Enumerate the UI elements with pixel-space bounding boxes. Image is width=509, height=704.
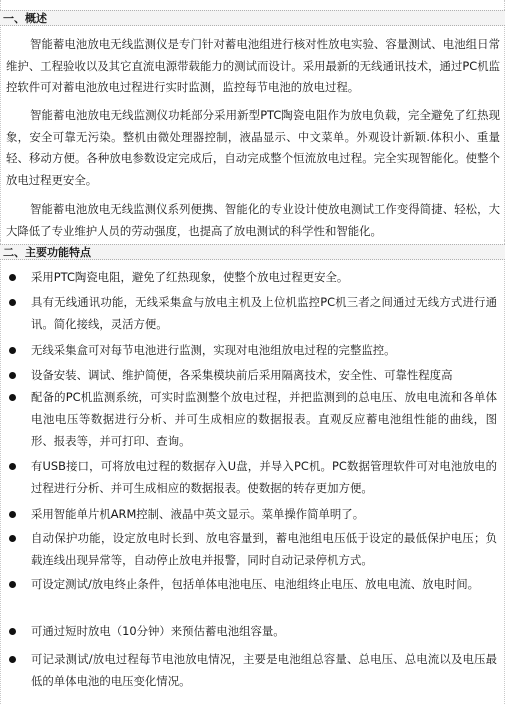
overview-heading: 一、概述 [0, 10, 505, 26]
bullet-icon [9, 656, 16, 663]
overview-paragraph-3: 智能蓄电池放电无线监测仪系列便携、智能化的专业设计使放电测试工作变得简捷、轻松，大大降低了专业维护人员的劳动强度，也提高了放电测试的科学性和智能化。 [6, 202, 500, 238]
bullet-icon [9, 581, 16, 588]
feature-text: 可记录测试/放电过程每节电池放电情况，主要是电池组总容量、总电压、总电流以及电压最低的单体电池的电压变化情况。 [31, 652, 497, 688]
bullet-icon [9, 274, 16, 281]
feature-text: 可通过短时放电（10分钟）来预估蓄电池组容量。 [31, 624, 285, 638]
feature-text: 采用智能单片机ARM控制、液晶中英文显示。菜单操作简单明了。 [31, 507, 365, 521]
feature-text: 配备的PC机监测系统，可实时监测整个放电过程，并把监测到的总电压、放电电流和各单体电池电压等数据进行分析、并可生成相应的数据报表。直观反应蓄电池组性能的曲线，图形、报表等，并可打印、查询。 [31, 390, 497, 448]
feature-text: 设备安装、调试、维护简便，各采集模块前后采用隔离技术，安全性、可靠性程度高 [31, 368, 453, 382]
feature-text: 有USB接口，可将放电过程的数据存入U盘，并导入PC机。PC数据管理软件可对电池放电的过程进行分析、并可生成相应的数据报表。使数据的转存更加方便。 [31, 459, 497, 495]
overview-paragraph-2: 智能蓄电池放电无线监测仪功耗部分采用新型PTC陶瓷电阻作为放电负载，完全避免了红热现象，安全可靠无污染。整机由微处理器控制，液晶显示、中文菜单。外观设计新颖.体积小、重量轻、移动方便。各种放电参数设定完成后，自动完成整个恒流放电过程。完全实现智能化。使整个放电过程更安全。 [6, 108, 500, 187]
bullet-icon [9, 347, 16, 354]
feature-text: 采用PTC陶瓷电阻，避免了红热现象，使整个放电过程更安全。 [31, 270, 349, 284]
feature-text: 具有无线通讯功能，无线采集盒与放电主机及上位机监控PC机三者之间通过无线方式进行通讯。简化接线，灵活方便。 [31, 295, 497, 331]
bullet-icon [9, 394, 16, 401]
bullet-icon [9, 463, 16, 470]
bullet-icon [9, 372, 16, 379]
feature-text: 可设定测试/放电终止条件，包括单体电池电压、电池组终止电压、放电电流、放电时间。 [31, 577, 480, 591]
overview-paragraph-1: 智能蓄电池放电无线监测仪是专门针对蓄电池组进行核对性放电实验、容量测试、电池组日常维护、工程验收以及其它直流电源带载能力的测试而设计。采用最新的无线通讯技术，通过PC机监控软件可对蓄电池放电过程进行实时监测，监控每节电池的放电过程。 [6, 37, 500, 94]
bullet-icon [9, 628, 16, 635]
bullet-icon [9, 511, 16, 518]
features-heading: 二、主要功能特点 [0, 244, 505, 260]
feature-text: 自动保护功能，设定放电时长到、放电容量到，蓄电池组电压低于设定的最低保护电压；负载连线出现异常等，自动停止放电并报警，同时自动记录停机方式。 [31, 531, 497, 567]
bullet-icon [9, 299, 16, 306]
bullet-icon [9, 535, 16, 542]
feature-text: 无线采集盒可对每节电池进行监测，实现对电池组放电过程的完整监控。 [31, 343, 396, 357]
